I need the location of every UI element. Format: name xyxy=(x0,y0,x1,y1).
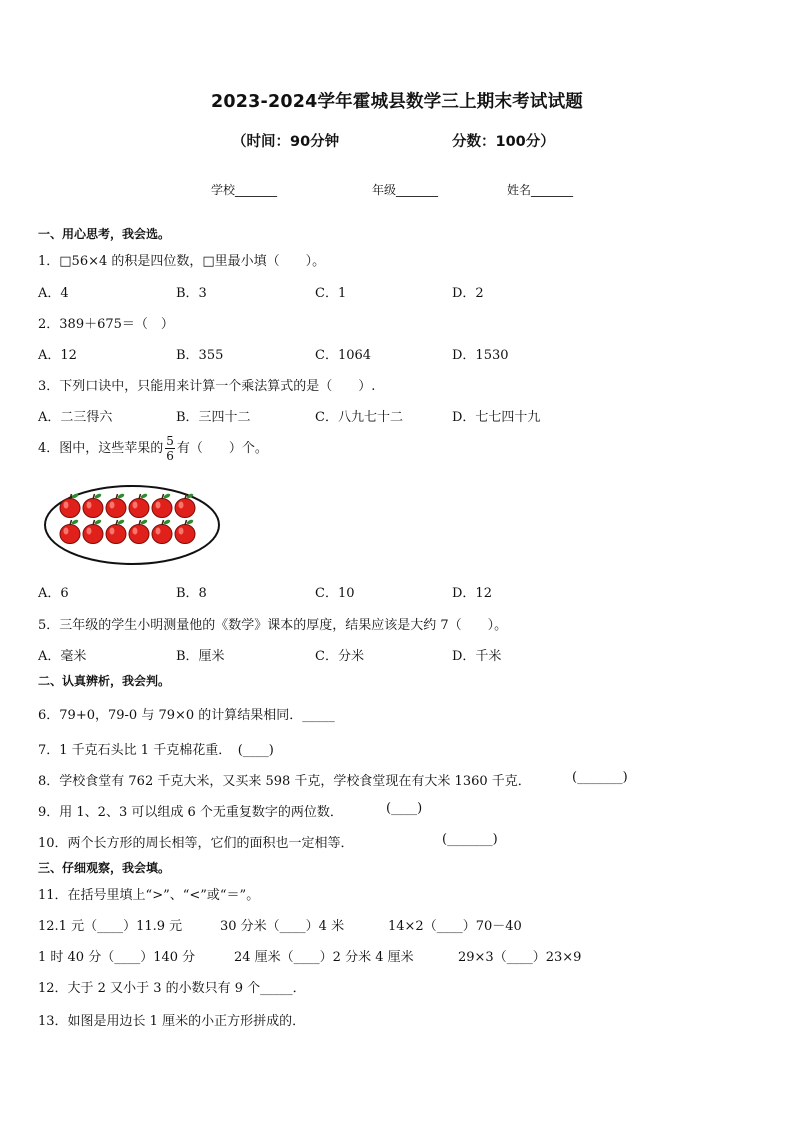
option-b: B．3 xyxy=(176,286,207,301)
score-label: 分数：100分） xyxy=(452,134,555,150)
fraction xyxy=(165,434,175,463)
apple-icon xyxy=(106,493,126,518)
option-d: D．12 xyxy=(452,586,492,601)
apple-icon xyxy=(83,493,103,518)
apple-figure xyxy=(40,480,230,570)
option-a: A．二三得六 xyxy=(38,410,113,425)
section-heading: 一、用心思考，我会选。 xyxy=(38,227,171,241)
question-5: 5．三年级的学生小明测量他的《数学》课本的厚度，结果应该是大约 7（ ）。 xyxy=(38,618,508,633)
question-11: 11．在括号里填上“>”、“<”或“＝”。 xyxy=(38,888,260,903)
question-7: 7．1 千克石头比 1 千克棉花重． (____) xyxy=(38,743,274,758)
fraction-denominator: 6 xyxy=(166,449,174,463)
section-heading: 二、认真辨析，我会判。 xyxy=(38,674,171,688)
apple-icon xyxy=(60,519,80,544)
compare-item: 12.1 元（____）11.9 元 xyxy=(38,919,183,934)
option-a: A．12 xyxy=(38,348,77,363)
page-title: 2023-2024学年霍城县数学三上期末考试试题 xyxy=(211,92,583,112)
question-2: 2．389＋675＝（ ） xyxy=(38,317,174,332)
option-b: B．8 xyxy=(176,586,207,601)
option-b: B．355 xyxy=(176,348,224,363)
question-9: 9．用 1、2、3 可以组成 6 个无重复数字的两位数． xyxy=(38,805,343,820)
option-a: A．4 xyxy=(38,286,69,301)
apple-icon xyxy=(175,493,195,518)
compare-item: 14×2（____）70－40 xyxy=(388,919,522,934)
apple-icon xyxy=(175,519,195,544)
option-c: C．1064 xyxy=(315,348,372,363)
answer-blank[interactable]: (____) xyxy=(386,801,423,816)
apple-icon xyxy=(152,493,172,518)
question-1: 1．□56×4 的积是四位数，□里最小填（ ）。 xyxy=(38,254,326,269)
section-heading: 三、仔细观察，我会填。 xyxy=(38,861,171,875)
question-12: 12．大于 2 又小于 3 的小数只有 9 个_____． xyxy=(38,981,306,996)
apple-icon xyxy=(152,519,172,544)
compare-item: 24 厘米（____）2 分米 4 厘米 xyxy=(234,950,414,965)
compare-item: 29×3（____）23×9 xyxy=(458,950,582,965)
option-a: A．6 xyxy=(38,586,69,601)
question-10: 10．两个长方形的周长相等，它们的面积也一定相等． xyxy=(38,836,354,851)
option-a: A．毫米 xyxy=(38,649,87,664)
compare-item: 30 分米（____）4 米 xyxy=(220,919,345,934)
option-c: C．10 xyxy=(315,586,355,601)
option-d: D．千米 xyxy=(452,649,502,664)
option-c: C．分米 xyxy=(315,649,364,664)
time-label: （时间：90分钟 xyxy=(232,134,340,150)
question-8: 8．学校食堂有 762 千克大米，又买来 598 千克，学校食堂现在有大米 1360 千克． xyxy=(38,774,531,789)
answer-blank[interactable]: (_______) xyxy=(442,832,498,847)
apple-icon xyxy=(83,519,103,544)
option-d: D．1530 xyxy=(452,348,509,363)
question-4 xyxy=(38,434,268,463)
apple-icon xyxy=(60,493,80,518)
fraction-numerator: 5 xyxy=(166,434,174,448)
option-b: B．厘米 xyxy=(176,649,225,664)
question-13: 13．如图是用边长 1 厘米的小正方形拼成的． xyxy=(38,1014,306,1029)
question-6: 6．79+0，79-0 与 79×0 的计算结果相同．_____ xyxy=(38,708,335,723)
option-c: C．1 xyxy=(315,286,347,301)
apple-icon xyxy=(129,519,149,544)
question-4-text-after: 有（ ）个。 xyxy=(176,441,268,456)
compare-item: 1 时 40 分（____）140 分 xyxy=(38,950,196,965)
option-b: B．三四十二 xyxy=(176,410,251,425)
question-3: 3．下列口诀中，只能用来计算一个乘法算式的是（ ）. xyxy=(38,379,376,394)
question-4-text: 4．图中，这些苹果的 xyxy=(38,441,164,456)
option-d: D．七七四十九 xyxy=(452,410,541,425)
option-c: C．八九七十二 xyxy=(315,410,403,425)
answer-blank[interactable]: (_______) xyxy=(572,770,628,785)
apple-icon xyxy=(129,493,149,518)
option-d: D．2 xyxy=(452,286,484,301)
name-field[interactable]: 姓名_______ xyxy=(507,183,574,197)
school-field[interactable]: 学校_______ xyxy=(211,183,278,197)
grade-field[interactable]: 年级_______ xyxy=(372,183,439,197)
apple-icon xyxy=(106,519,126,544)
